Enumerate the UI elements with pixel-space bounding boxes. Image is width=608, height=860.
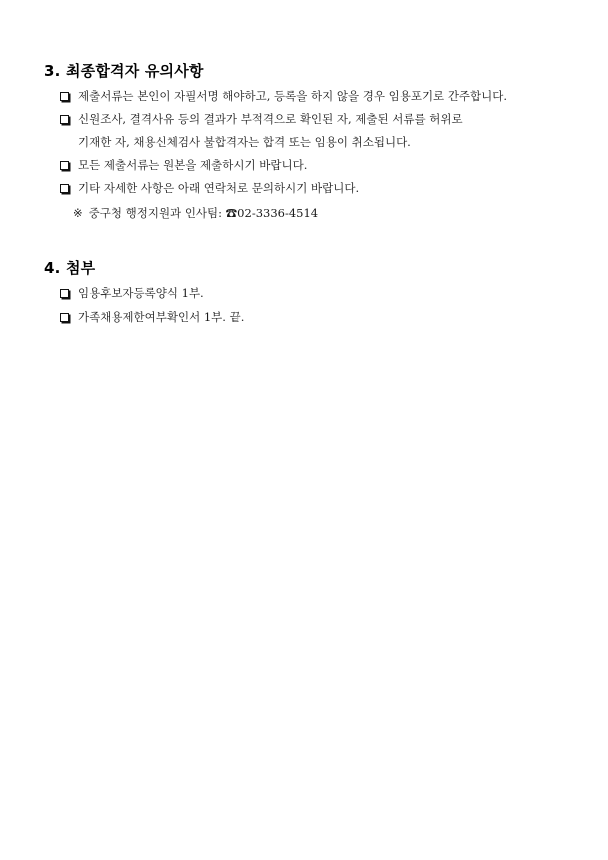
section-3-item-1 [60, 85, 507, 108]
checkbox-bullet-icon [60, 92, 69, 101]
item-text: 신원조사, 결격사유 등의 결과가 부적격으로 확인된 자, 제출된 서류를 허위로 [78, 112, 463, 126]
item-text: 기타 자세한 사항은 아래 연락처로 문의하시기 바랍니다. [78, 181, 360, 195]
reference-mark: ※ [73, 206, 83, 220]
checkbox-bullet-icon [60, 161, 69, 170]
item-text: 모든 제출서류는 원본을 제출하시기 바랍니다. [78, 158, 308, 172]
section-3-item-4 [60, 177, 359, 200]
item-text: 가족채용제한여부확인서 1부. 끝. [78, 310, 245, 324]
section-3-item-3 [60, 154, 307, 177]
checkbox-bullet-icon [60, 184, 69, 193]
section-3-item-2 [60, 108, 463, 131]
checkbox-bullet-icon [60, 289, 69, 298]
checkbox-bullet-icon [60, 115, 69, 124]
contact-note [73, 202, 318, 225]
section-4-heading: 4. 첨부 [44, 259, 96, 277]
item-text: 임용후보자등록양식 1부. [78, 286, 204, 300]
checkbox-bullet-icon [60, 313, 69, 322]
section-3-item-2-continuation: 기재한 자, 채용신체검사 불합격자는 합격 또는 임용이 취소됩니다. [78, 135, 411, 149]
section-4-item-2 [60, 306, 244, 329]
item-text: 제출서류는 본인이 자필서명 해야하고, 등록을 하지 않을 경우 임용포기로 간주합니다. [78, 89, 508, 103]
section-3-heading: 3. 최종합격자 유의사항 [44, 62, 204, 80]
section-4-item-1 [60, 282, 204, 305]
contact-text: 중구청 행정지원과 인사팀: ☎02-3336-4514 [88, 206, 319, 220]
